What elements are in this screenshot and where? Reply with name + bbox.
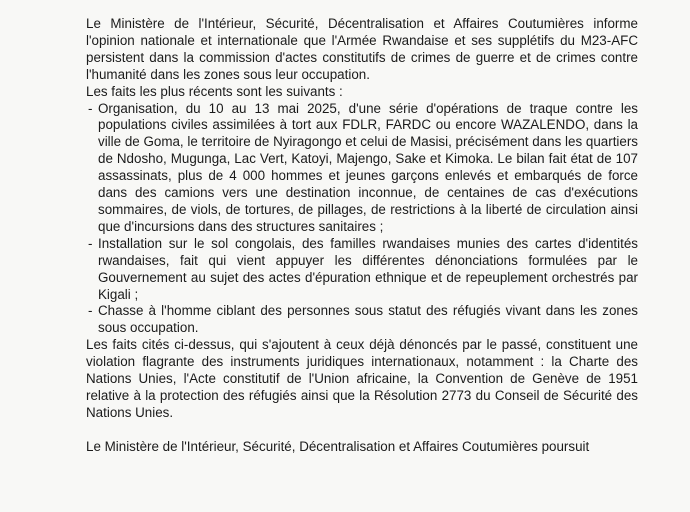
bullet-dash: - (88, 235, 93, 251)
facts-list (86, 101, 638, 338)
intro-paragraph: Le Ministère de l'Intérieur, Sécurité, Décentralisation et Affaires Coutumières informe l'opinion nationale et internationale que l'Armée Rwandaise et ses supplétifs du M23-AFC persistent dans la commission d'actes constitutifs de crimes de guerre et de crimes contre l'humanité dans les zones sous leur occupation. (86, 16, 638, 82)
list-item (86, 101, 638, 236)
bullet-dash: - (88, 100, 93, 116)
fact-text: Organisation, du 10 au 13 mai 2025, d'une série d'opérations de traque contre les populations civiles assimilées à tort aux FDLR, FARDC ou encore WAZALENDO, dans la ville de Goma, le territoire de Nyiragongo et celui de Masisi, précisément dans les quartiers de Ndosho, Mugunga, Lac Vert, Katoyi, Majengo, Sake et Kimoka. Le bilan fait état de 107 assassinats, plus de 4 000 hommes et jeunes garçons enlevés et embarqués de force dans des camions vers une destination inconnue, de centaines de cas d'exécutions sommaires, de viols, de tortures, de pillages, de restrictions à la liberté de circulation ainsi que d'incursions dans des structures sanitaires ; (98, 100, 638, 234)
fact-text: Chasse à l'homme ciblant des personnes sous statut des réfugiés vivant dans les zones sous occupation. (98, 303, 638, 336)
closing-paragraph: Les faits cités ci-dessus, qui s'ajoutent à ceux déjà dénoncés par le passé, constituent une violation flagrante des instruments juridiques internationaux, notamment : la Charte des Nations Unies, l'Acte constitutif de l'Union africaine, la Convention de Genève de 1951 relative à la protection des réfugiés ainsi que la Résolution 2773 du Conseil de Sécurité des Nations Unies. (86, 337, 638, 420)
list-item (86, 303, 638, 337)
list-item (86, 236, 638, 304)
facts-lead: Les faits les plus récents sont les suivants : (86, 83, 343, 99)
paragraph-spacer (86, 422, 638, 439)
final-paragraph-partial: Le Ministère de l'Intérieur, Sécurité, Décentralisation et Affaires Coutumières poursuit (86, 438, 590, 454)
press-release-body (86, 16, 638, 456)
bullet-dash: - (88, 303, 93, 319)
fact-text: Installation sur le sol congolais, des familles rwandaises munies des cartes d'identités rwandaises, fait qui vient appuyer les différentes dénonciations formulées par le Gouvernement au sujet des actes d'épuration ethnique et de repeuplement orchestrés par Kigali ; (98, 235, 638, 302)
